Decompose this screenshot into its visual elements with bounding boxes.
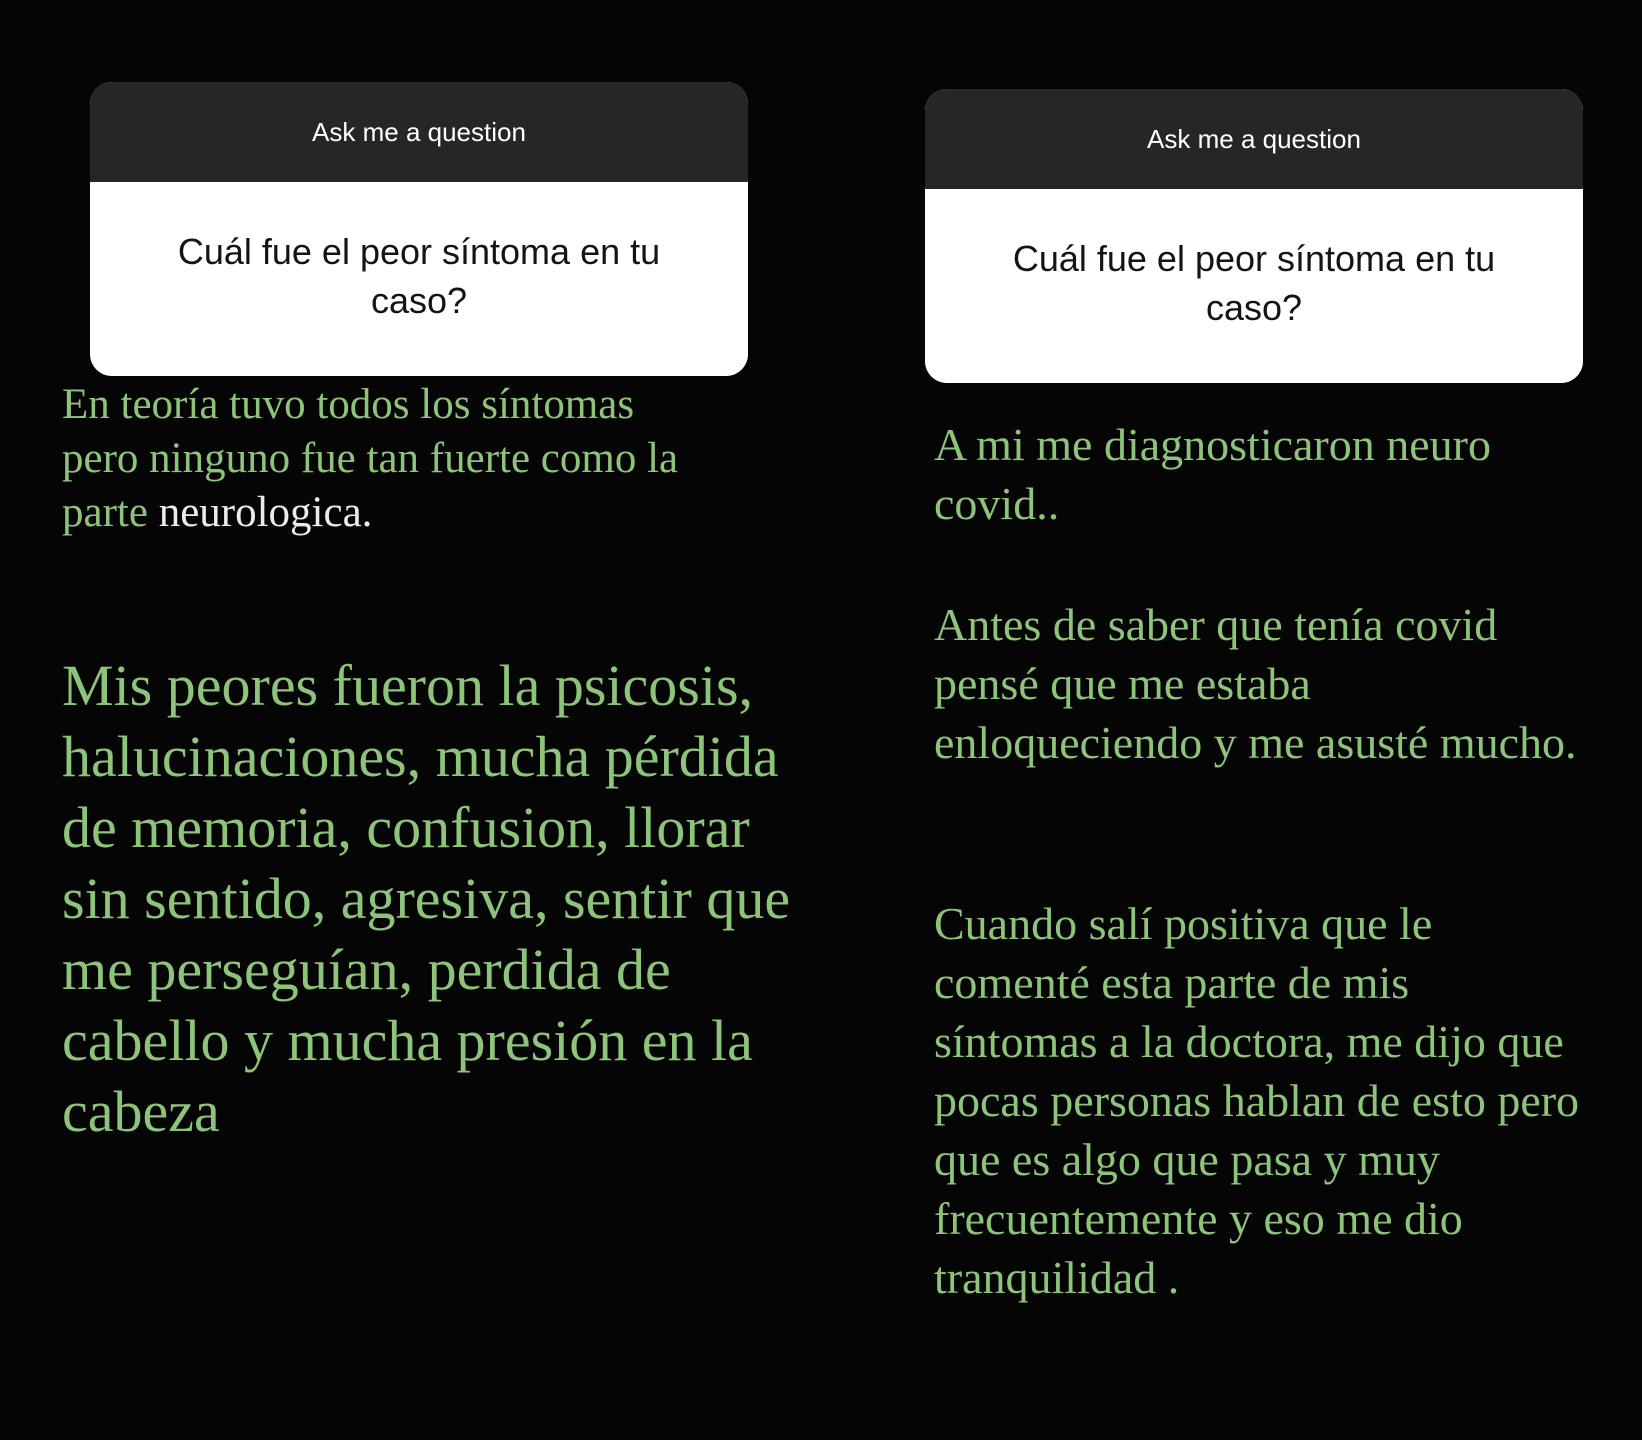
question-box: [90, 82, 748, 376]
answer-main: Mis peores fueron la psicosis, halucinaciones, mucha pérdida de memoria, confusion, llorar sin sentido, agresiva, sentir que me perseguían, perdida de cabello y mucha presión en la cabeza: [62, 653, 791, 1144]
question-text: Cuál fue el peor síntoma en tu caso?: [90, 182, 748, 376]
question-text: Cuál fue el peor síntoma en tu caso?: [925, 189, 1583, 383]
answer-paragraph-3: Cuando salí positiva que le comenté esta parte de mis síntomas a la doctora, me dijo que pocas personas hablan de esto pero que es algo que pasa y muy frecuentemente y eso me dio tranquilidad .: [934, 898, 1580, 1303]
answer-paragraph-1: A mi me diagnosticaron neuro covid..: [934, 419, 1491, 529]
question-box: [925, 89, 1583, 383]
answer-paragraph-2: Antes de saber que tenía covid pensé que me estaba enloqueciendo y me asusté mucho.: [934, 599, 1577, 768]
question-box-header: Ask me a question: [90, 82, 748, 182]
answer-intro-text: En teoría tuvo todos los síntomas pero ninguno fue tan fuerte como la parte: [62, 381, 679, 536]
story-right: [821, 0, 1642, 1440]
answer-intro: [62, 378, 682, 540]
question-box-header: Ask me a question: [925, 89, 1583, 189]
answer-intro-highlight: neurologica.: [158, 489, 373, 536]
